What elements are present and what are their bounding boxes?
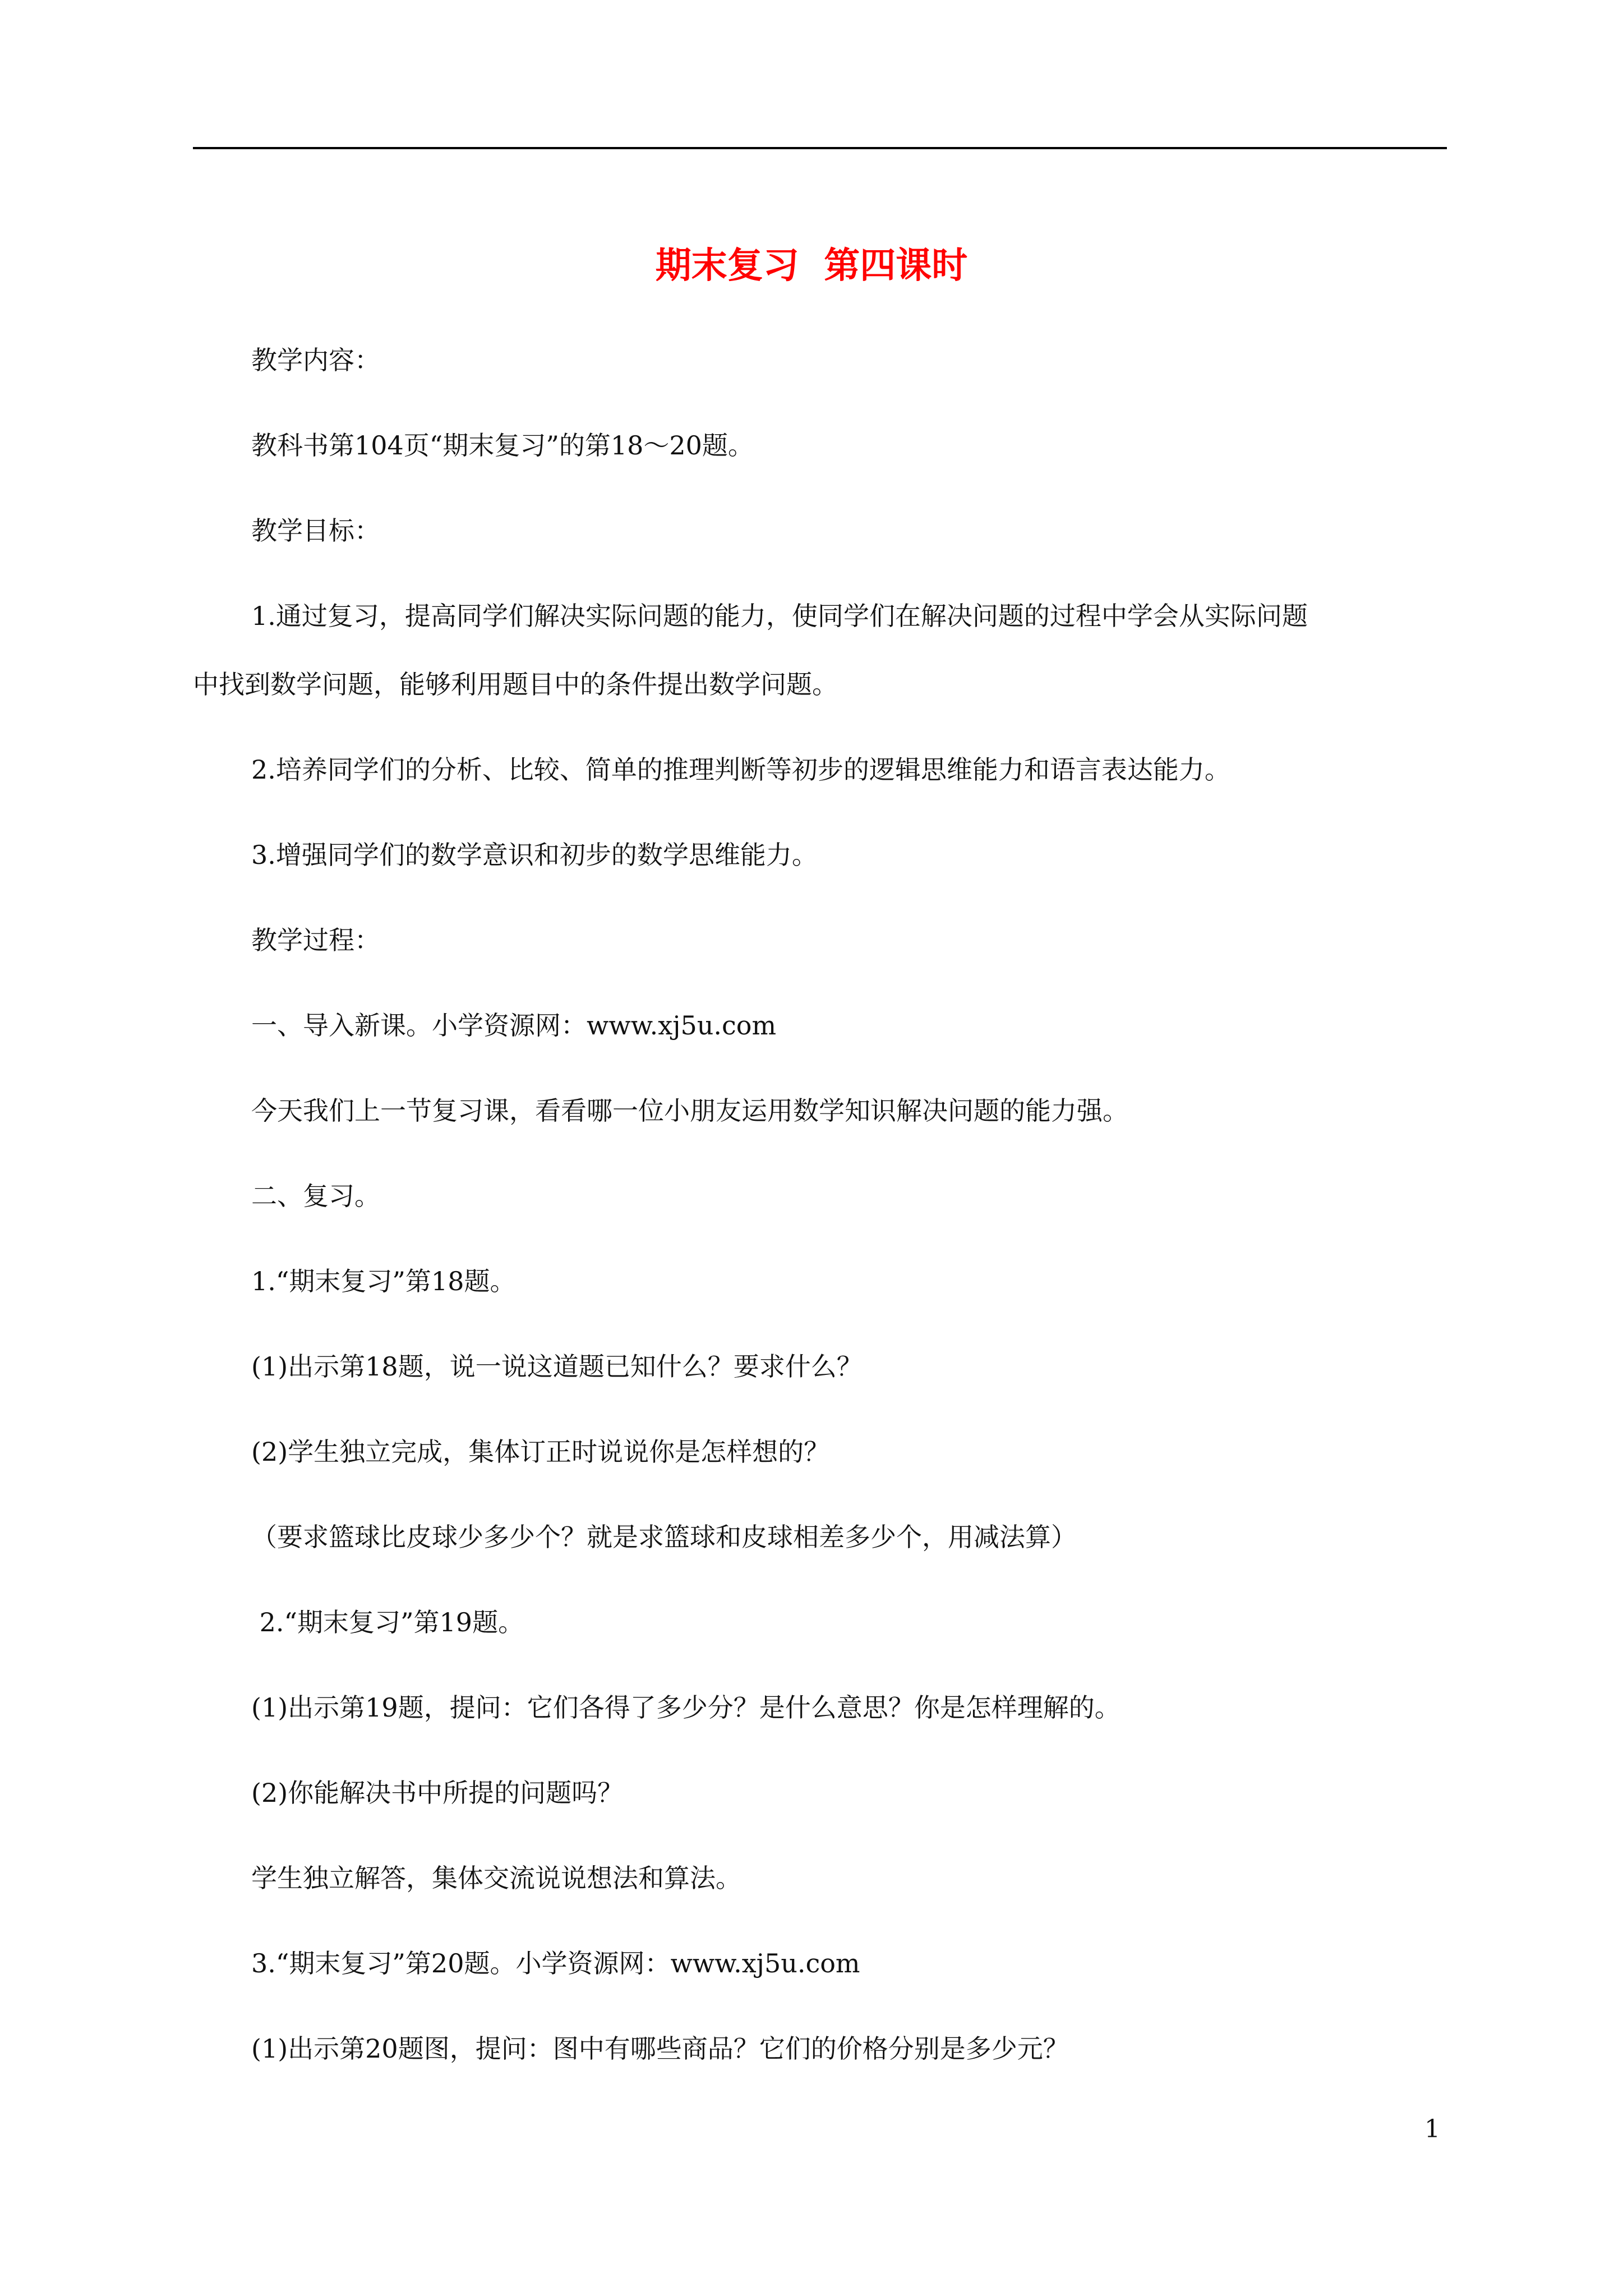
paragraph-line: 教学目标：: [251, 516, 380, 546]
paragraph-line: 教学内容：: [251, 345, 380, 375]
document-title: 期末复习 第四课时: [655, 245, 968, 287]
paragraph-line: (1)出示第20题图，提问：图中有哪些商品？它们的价格分别是多少元？: [251, 2033, 1069, 2064]
paragraph-line: (1)出示第18题，说一说这道题已知什么？要求什么？: [251, 1351, 863, 1382]
paragraph-line: (2)你能解决书中所提的问题吗？: [251, 1778, 624, 1808]
paragraph-line: 学生独立解答，集体交流说说想法和算法。: [251, 1863, 741, 1893]
paragraph-line: 教学过程：: [251, 925, 380, 955]
paragraph-line: 中找到数学问题，能够利用题目中的条件提出数学问题。: [193, 669, 838, 700]
paragraph-line: 3.“期末复习”第20题。小学资源网：www.xj5u.com: [251, 1948, 860, 1978]
paragraph-line: 2.“期末复习”第19题。: [251, 1607, 524, 1637]
paragraph-line: 3.增强同学们的数学意识和初步的数学思维能力。: [251, 840, 818, 870]
paragraph-line: 教科书第104页“期末复习”的第18～20题。: [251, 430, 754, 461]
paragraph-line: 二、复习。: [251, 1181, 380, 1211]
paragraph-line: 今天我们上一节复习课，看看哪一位小朋友运用数学知识解决问题的能力强。: [251, 1096, 1128, 1126]
header-rule: [193, 147, 1447, 149]
paragraph-line: 2.培养同学们的分析、比较、简单的推理判断等初步的逻辑思维能力和语言表达能力。: [251, 754, 1230, 785]
paragraph-line: (2)学生独立完成，集体订正时说说你是怎样想的？: [251, 1437, 830, 1467]
page-number: 1: [1424, 2115, 1440, 2143]
paragraph-line: 一、导入新课。小学资源网：www.xj5u.com: [251, 1010, 777, 1041]
paragraph-line: 1.通过复习，提高同学们解决实际问题的能力，使同学们在解决问题的过程中学会从实际问题: [251, 601, 1308, 631]
paragraph-line: (1)出示第19题，提问：它们各得了多少分？是什么意思？你是怎样理解的。: [251, 1692, 1121, 1723]
paragraph-line: 1.“期末复习”第18题。: [251, 1266, 516, 1296]
paragraph-line: （要求篮球比皮球少多少个？就是求篮球和皮球相差多少个，用减法算）: [251, 1522, 1077, 1552]
